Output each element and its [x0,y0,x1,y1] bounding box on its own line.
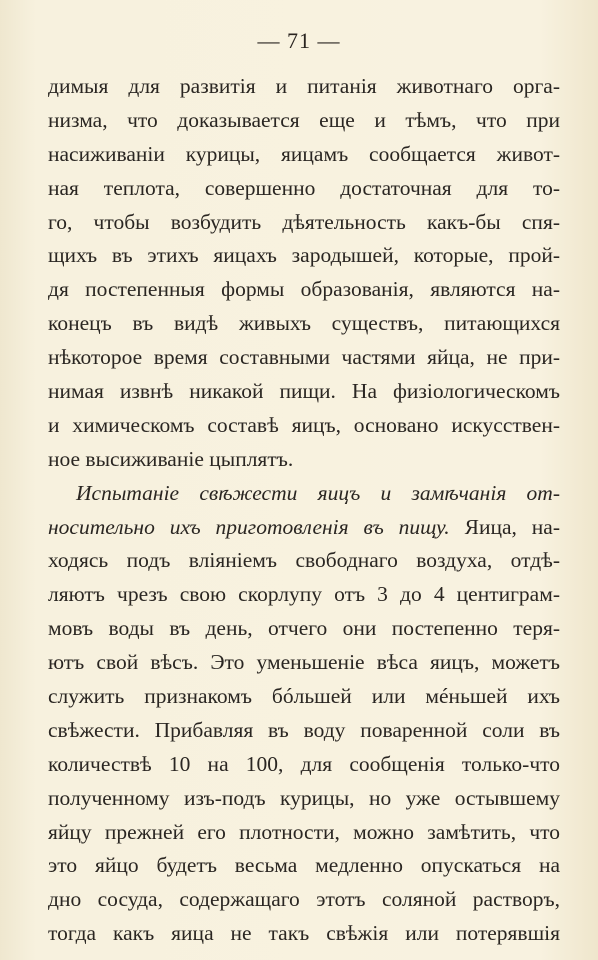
text-line [48,206,560,240]
text-line [48,239,560,273]
text-line [48,612,560,646]
line-text: щихъ въ этихъ яицахъ зародышей, которые, прой- [48,243,560,268]
line-text: Яица, на- [449,514,560,539]
text-line [48,544,560,578]
line-text: количествѣ 10 на 100, для сообщенія только-что [48,751,560,776]
text-line [48,341,560,375]
line-text: полученному изъ-подъ курицы, но уже остывшему [48,785,560,810]
text-line [48,104,560,138]
line-text: дя постепенныя формы образованія, являются на- [48,277,560,302]
line-text: служить признакомъ бóльшей или мéньшей ихъ [48,684,560,709]
text-line [48,646,560,680]
page-number: — 71 — [257,28,341,53]
line-text: нѣкоторое время составными частями яйца, не при- [48,345,560,370]
line-text: го, чтобы возбудить дѣятельность какъ-бы спя- [48,209,560,234]
section-heading-text: носительно ихъ приготовленія въ пищу. [48,514,450,539]
text-line [48,138,560,172]
line-text: ходясь подъ вліяніемъ свободнаго воздуха, отдѣ- [48,548,560,573]
text-line [48,443,560,477]
text-line [48,917,560,951]
body-text [48,70,560,951]
line-text: мовъ воды въ день, отчего они постепенно теря- [48,616,560,641]
line-text: ная теплота, совершенно достаточная для то- [48,175,560,200]
text-line [48,849,560,883]
text-line [48,578,560,612]
text-line [48,409,560,443]
text-line [48,375,560,409]
text-line [48,883,560,917]
text-line [48,680,560,714]
text-line [48,748,560,782]
line-text: насиживаніи курицы, яицамъ сообщается живот- [48,141,560,166]
line-text: дно сосуда, содержащаго этотъ соляной растворъ, [48,887,560,912]
text-line [48,511,560,545]
line-text: нимая извнѣ никакой пищи. На физіологическомъ [48,379,560,404]
line-text: свѣжести. Прибавляя въ воду поваренной соли въ [48,717,560,742]
line-text: и химическомъ составѣ яицъ, основано искусствен- [48,412,560,437]
line-text: ное высиживаніе цыплятъ. [48,446,294,471]
text-line [48,172,560,206]
text-line [48,816,560,850]
text-line [48,273,560,307]
line-text: яйцу прежней его плотности, можно замѣтить, что [48,819,560,844]
line-text: ютъ свой вѣсъ. Это уменьшеніе вѣса яицъ, можетъ [48,650,560,675]
line-text: тогда какъ яица не такъ свѣжія или потерявшія [48,921,560,946]
section-heading-text: Испытаніе свѣжести яицъ и замѣчанія от- [76,480,560,505]
text-line [48,477,560,511]
text-line [48,714,560,748]
text-line [48,782,560,816]
text-line [48,307,560,341]
line-text: это яйцо будетъ весьма медленно опускаться на [48,853,560,878]
line-text: конецъ въ видѣ живыхъ существъ, питающихся [48,311,560,336]
line-text: димыя для развитія и питанія животнаго орга- [48,74,560,98]
text-line [48,70,560,104]
line-text: низма, что доказывается еще и тѣмъ, что при [48,107,560,132]
line-text: ляютъ чрезъ свою скорлупу отъ 3 до 4 центиграм- [48,582,560,607]
